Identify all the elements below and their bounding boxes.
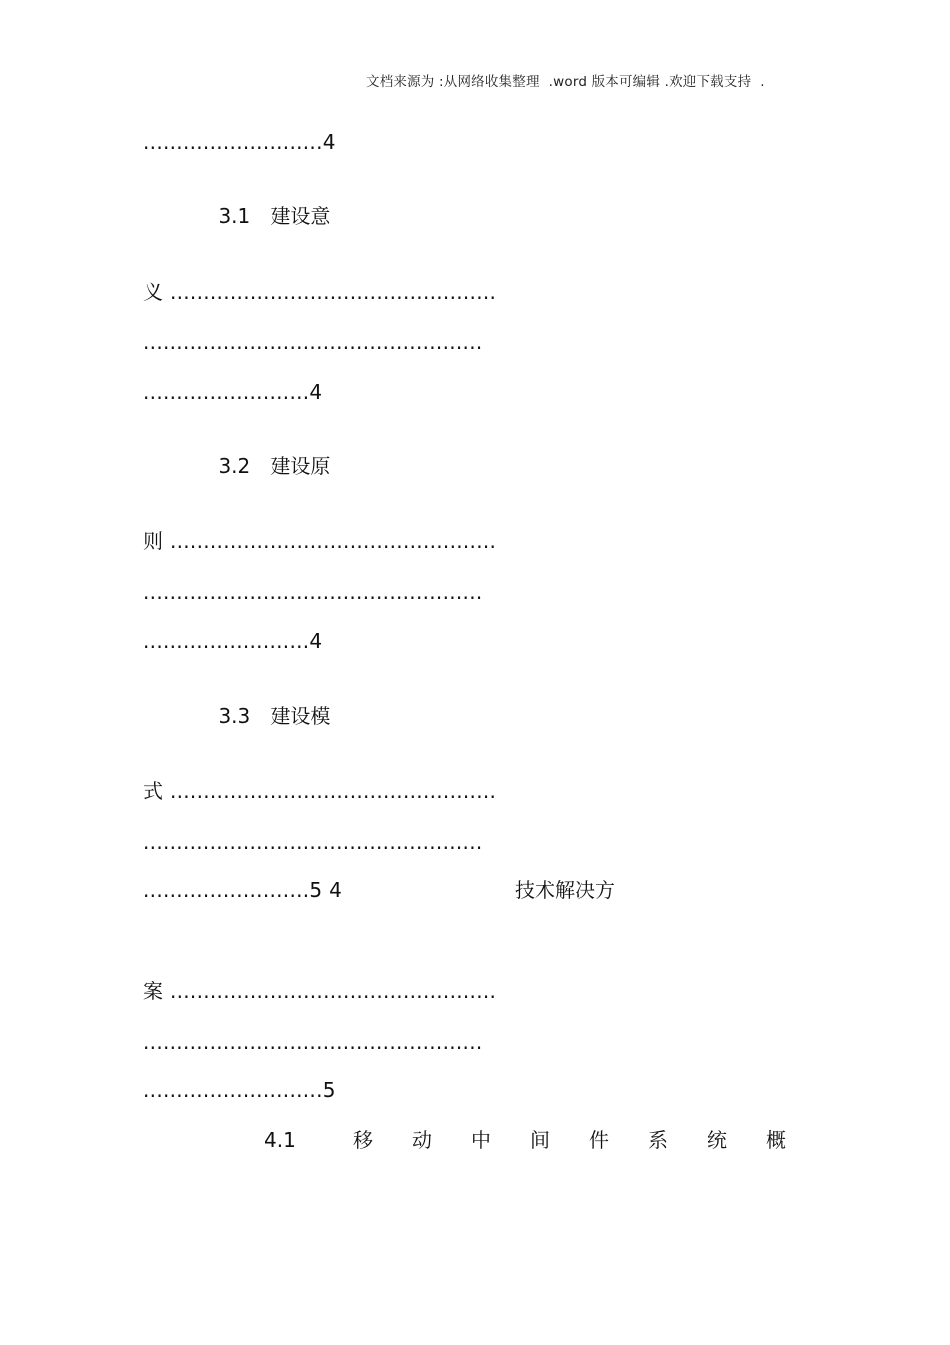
toc-leader-line: 则 ................................................. [143,529,497,553]
toc-leader-line: ................................................... [143,580,483,604]
section-title: 建设原 [270,454,331,478]
toc-leader-line: ...........................5 [143,1078,336,1102]
section-number: 3.1 [218,204,251,228]
toc-leader-line: .........................4 [143,380,323,404]
toc-leader-line: ................................................... [143,830,483,854]
toc-leader-line: 义 ................................................. [143,280,497,304]
section-title: 建设意 [270,204,331,228]
toc-entry-4-1-number: 4.1 [264,1128,296,1152]
toc-leader-line: .........................5 4 [143,878,343,902]
toc-leader-line: ...........................4 [143,130,336,154]
toc-leader-line: 案 ................................................. [143,979,497,1003]
toc-entry-4-title: 技术解决方 [515,878,615,902]
toc-leader-line: 式 ................................................. [143,779,497,803]
toc-entry-3-3 [193,680,330,752]
toc-leader-line: .........................4 [143,629,323,653]
section-number: 3.2 [218,454,251,478]
toc-entry-3-2 [193,430,330,502]
section-title: 建设模 [270,704,331,728]
source-note: 文档来源为 :从网络收集整理 .word 版本可编辑 .欢迎下载支持 . [366,74,765,90]
toc-leader-line: ................................................... [143,330,483,354]
toc-entry-3-1 [193,180,330,252]
toc-entry-4-1-title: 移动中间件系统概 [353,1128,825,1152]
section-number: 3.3 [218,704,251,728]
toc-leader-line: ................................................... [143,1030,483,1054]
